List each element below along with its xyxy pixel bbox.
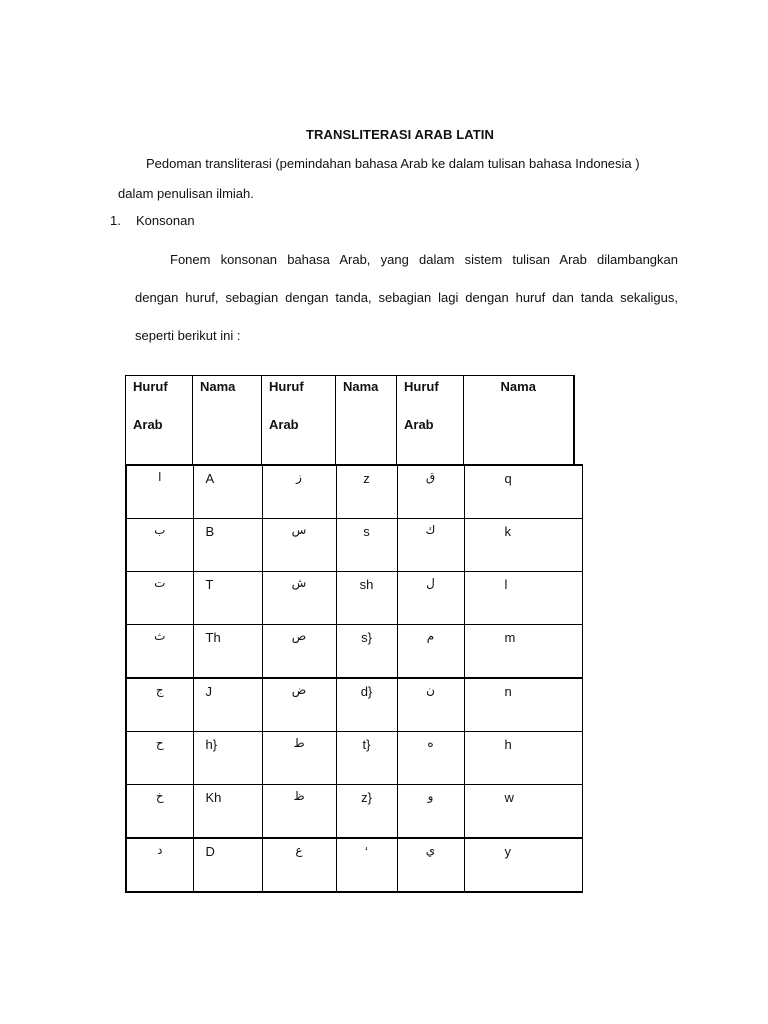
arabic-letter: و: [427, 789, 434, 803]
arabic-letter: ش: [291, 576, 307, 590]
latin-name-cell: [336, 678, 397, 732]
arabic-letter: ق: [425, 470, 436, 484]
latin-transliteration: J: [205, 684, 212, 699]
section-number: 1.: [110, 213, 121, 228]
arabic-letter: ه: [427, 736, 434, 750]
latin-transliteration: d}: [360, 684, 373, 699]
arabic-letter: ج: [155, 683, 164, 697]
arabic-letter-cell: [126, 785, 193, 839]
arabic-letter-cell: [262, 465, 336, 519]
arabic-letter-cell: [397, 732, 464, 785]
latin-name-cell: [464, 838, 582, 892]
header-cell: [126, 376, 193, 466]
paragraph-line-2: dengan huruf, sebagian dengan tanda, sebagian lagi dengan huruf dan tanda sekaligus,: [135, 290, 678, 305]
table-row: [126, 625, 582, 679]
arabic-letter-cell: [126, 678, 193, 732]
table-row: [126, 838, 582, 892]
latin-name-cell: [464, 519, 582, 572]
latin-name-cell: [193, 785, 262, 839]
latin-transliteration: h: [504, 737, 512, 752]
arabic-letter-cell: [262, 785, 336, 839]
latin-name-cell: [336, 572, 397, 625]
latin-name-cell: [193, 678, 262, 732]
arabic-letter-cell: [262, 678, 336, 732]
latin-transliteration: Th: [205, 630, 221, 645]
arabic-letter: ط: [293, 736, 305, 750]
header-huruf-arab-2-line1: Huruf: [269, 379, 304, 394]
table-row: [126, 678, 582, 732]
section-title: Konsonan: [136, 213, 195, 228]
arabic-letter-cell: [397, 678, 464, 732]
latin-name-cell: [193, 732, 262, 785]
latin-transliteration: ‘: [365, 844, 368, 859]
table-row: [126, 519, 582, 572]
arabic-letter-cell: [126, 519, 193, 572]
latin-transliteration: A: [205, 471, 215, 486]
table-row: [126, 732, 582, 785]
latin-name-cell: [464, 572, 582, 625]
header-cell: [262, 376, 336, 466]
arabic-letter: ل: [426, 576, 435, 590]
header-cell: [397, 376, 464, 466]
transliteration-table-header: [125, 375, 575, 465]
latin-name-cell: [193, 465, 262, 519]
arabic-letter: خ: [155, 789, 164, 803]
latin-transliteration: s: [363, 524, 370, 539]
latin-name-cell: [336, 625, 397, 679]
latin-name-cell: [336, 785, 397, 839]
arabic-letter-cell: [397, 838, 464, 892]
latin-transliteration: t}: [362, 737, 371, 752]
header-cell: [336, 376, 397, 466]
arabic-letter-cell: [397, 465, 464, 519]
latin-transliteration: q: [504, 471, 512, 486]
arabic-letter-cell: [262, 838, 336, 892]
latin-transliteration: n: [504, 684, 512, 699]
latin-name-cell: [336, 519, 397, 572]
arabic-letter-cell: [397, 625, 464, 679]
arabic-letter: ث: [154, 629, 166, 643]
arabic-letter: م: [426, 629, 435, 643]
arabic-letter-cell: [126, 625, 193, 679]
table-row: [126, 572, 582, 625]
latin-transliteration: B: [205, 524, 215, 539]
latin-name-cell: [464, 785, 582, 839]
arabic-letter-cell: [262, 519, 336, 572]
header-huruf-arab-1-line1: Huruf: [133, 379, 168, 394]
latin-name-cell: [336, 465, 397, 519]
latin-name-cell: [193, 572, 262, 625]
latin-transliteration: s}: [361, 630, 372, 645]
latin-transliteration: h}: [205, 737, 218, 752]
paragraph-line-1: Fonem konsonan bahasa Arab, yang dalam sistem tulisan Arab dilambangkan: [170, 252, 678, 267]
latin-transliteration: w: [504, 790, 514, 805]
arabic-letter: ا: [158, 470, 162, 484]
arabic-letter: ز: [296, 470, 302, 484]
latin-name-cell: [464, 732, 582, 785]
arabic-letter-cell: [397, 519, 464, 572]
arabic-letter: ن: [426, 683, 435, 697]
latin-transliteration: k: [504, 524, 511, 539]
header-cell: [464, 376, 574, 466]
header-nama-1: Nama: [200, 379, 236, 394]
arabic-letter-cell: [262, 732, 336, 785]
arabic-letter-cell: [126, 572, 193, 625]
header-huruf-arab-2-line2: Arab: [269, 417, 299, 432]
arabic-letter-cell: [262, 572, 336, 625]
latin-transliteration: Kh: [205, 790, 222, 805]
arabic-letter: ض: [291, 683, 307, 697]
header-nama-2: Nama: [343, 379, 379, 394]
latin-name-cell: [464, 465, 582, 519]
latin-name-cell: [193, 519, 262, 572]
latin-transliteration: z}: [361, 790, 372, 805]
arabic-letter-cell: [397, 785, 464, 839]
latin-transliteration: sh: [359, 577, 374, 592]
arabic-letter: ي: [425, 843, 436, 857]
latin-name-cell: [464, 625, 582, 679]
arabic-letter: ك: [425, 523, 436, 537]
latin-name-cell: [336, 838, 397, 892]
arabic-letter-cell: [262, 625, 336, 679]
paragraph-line-3: seperti berikut ini :: [135, 328, 241, 343]
header-huruf-arab-3-line2: Arab: [404, 417, 434, 432]
header-huruf-arab-3-line1: Huruf: [404, 379, 439, 394]
table-row: [126, 785, 582, 839]
latin-transliteration: m: [504, 630, 516, 645]
arabic-letter: ب: [154, 523, 166, 537]
arabic-letter: ص: [291, 629, 307, 643]
latin-transliteration: D: [205, 844, 215, 859]
header-nama-3: Nama: [500, 379, 536, 394]
arabic-letter: ع: [295, 843, 303, 857]
arabic-letter: ح: [155, 736, 164, 750]
arabic-letter: ت: [154, 576, 166, 590]
page-title: TRANSLITERASI ARAB LATIN: [306, 127, 494, 142]
table-body: [126, 465, 582, 892]
latin-transliteration: z: [363, 471, 370, 486]
arabic-letter-cell: [397, 572, 464, 625]
header-cell: [193, 376, 262, 466]
arabic-letter: س: [291, 523, 307, 537]
arabic-letter-cell: [126, 732, 193, 785]
latin-name-cell: [464, 678, 582, 732]
arabic-letter-cell: [126, 465, 193, 519]
intro-line-1: Pedoman transliterasi (pemindahan bahasa Arab ke dalam tulisan bahasa Indonesia ): [146, 156, 640, 171]
transliteration-table: [125, 464, 583, 893]
latin-transliteration: T: [205, 577, 214, 592]
arabic-letter: ظ: [293, 789, 305, 803]
latin-name-cell: [193, 625, 262, 679]
arabic-letter: د: [157, 843, 163, 857]
arabic-letter-cell: [126, 838, 193, 892]
latin-transliteration: l: [504, 577, 508, 592]
latin-name-cell: [193, 838, 262, 892]
latin-name-cell: [336, 732, 397, 785]
latin-transliteration: y: [504, 844, 511, 859]
table-row: [126, 465, 582, 519]
intro-line-2: dalam penulisan ilmiah.: [118, 186, 254, 201]
header-huruf-arab-1-line2: Arab: [133, 417, 163, 432]
